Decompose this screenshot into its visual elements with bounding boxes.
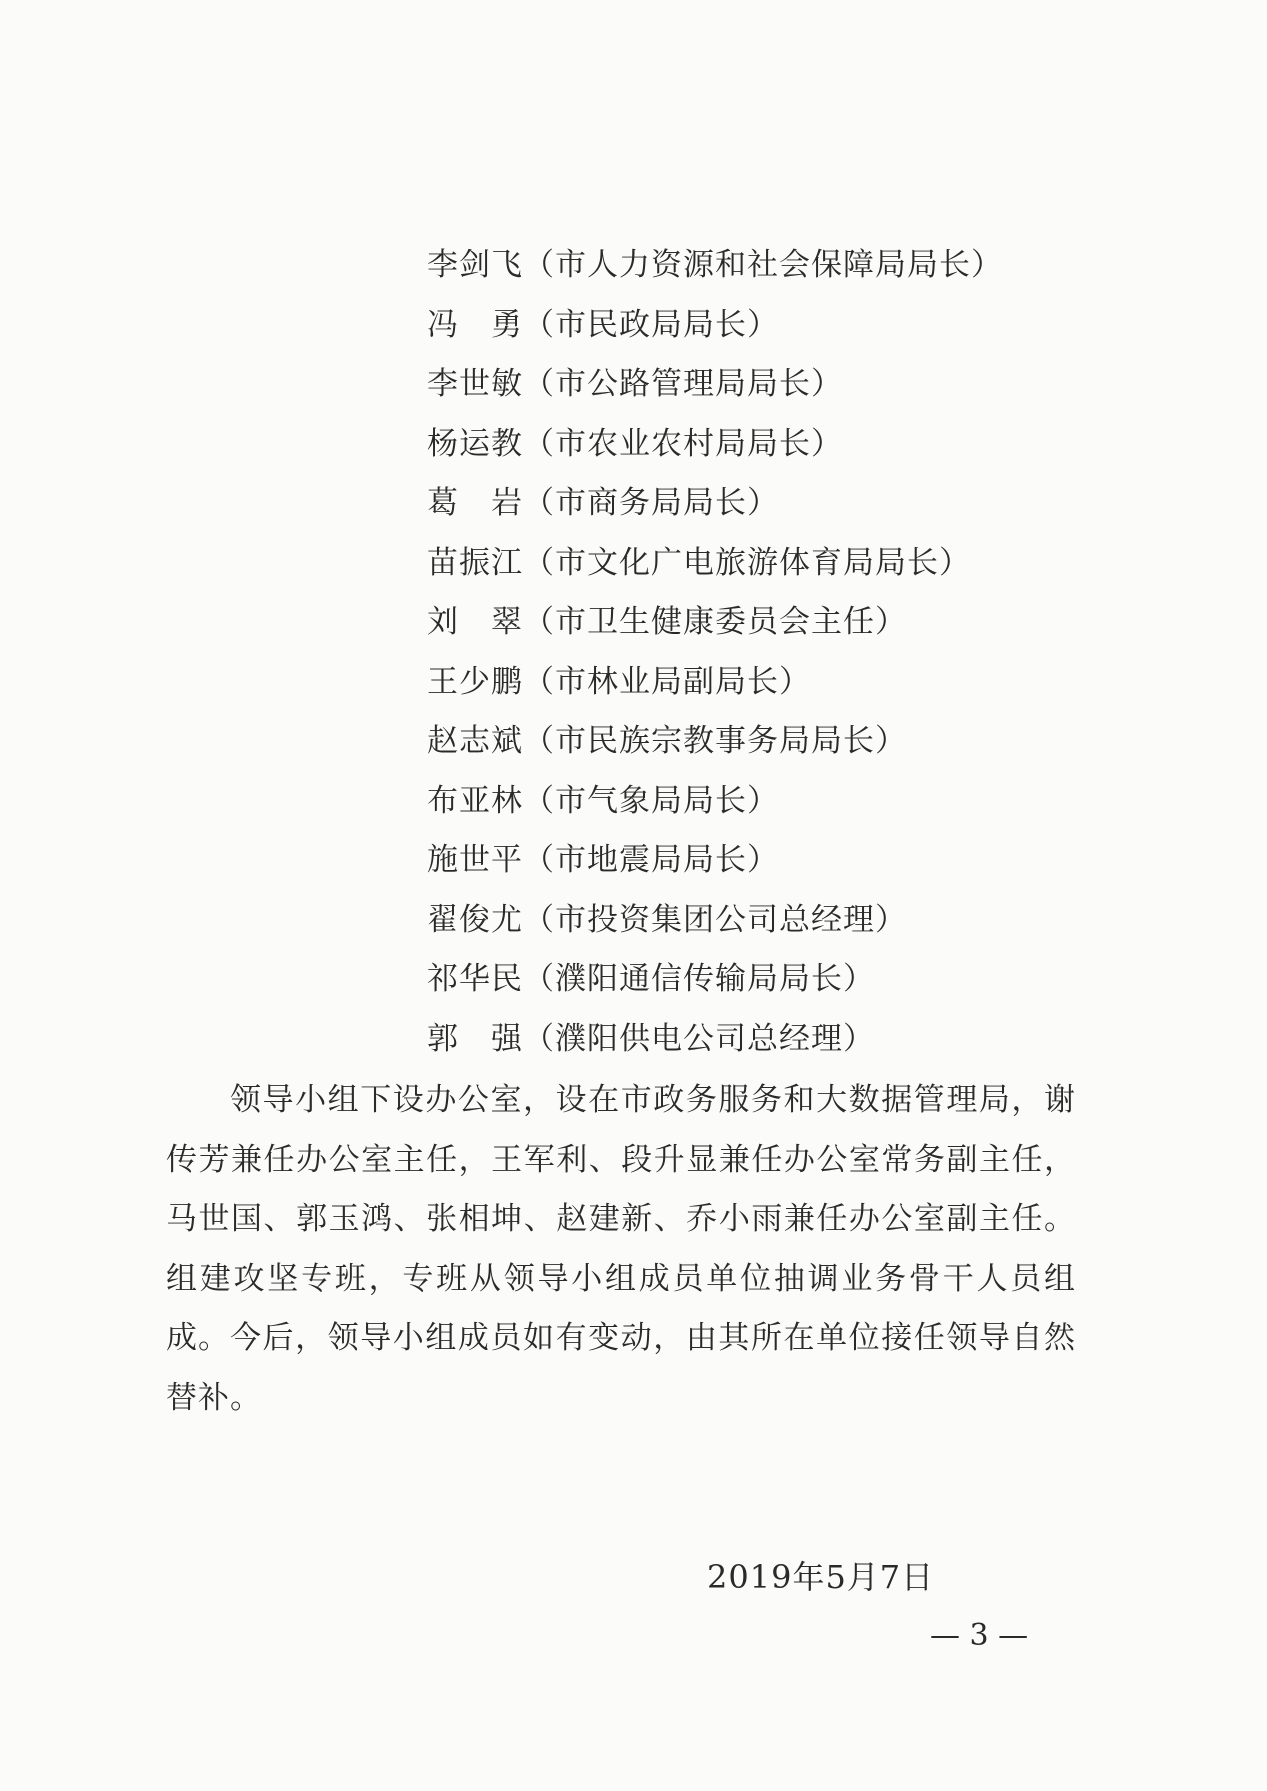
member-item xyxy=(427,891,1003,951)
member-item xyxy=(427,772,1003,832)
member-name: 郭 强 xyxy=(427,1020,523,1057)
member-name: 祁华民 xyxy=(427,961,523,997)
member-item xyxy=(427,1010,1003,1070)
member-name: 王少鹏 xyxy=(427,663,523,700)
member-name: 杨运教 xyxy=(427,425,523,462)
member-title: （市公路管理局局长） xyxy=(523,366,843,402)
member-title: （市地震局局长） xyxy=(523,842,779,878)
member-item xyxy=(427,415,1003,475)
member-name: 苗振江 xyxy=(427,544,523,581)
member-item xyxy=(427,712,1003,772)
member-name: 葛 岩 xyxy=(427,485,523,521)
member-name: 施世平 xyxy=(427,842,523,878)
page-number: — 3 — xyxy=(930,1618,1029,1653)
member-name: 李剑飞 xyxy=(427,247,523,283)
member-name: 刘 翠 xyxy=(427,604,523,640)
member-title: （市投资集团公司总经理） xyxy=(523,901,907,938)
member-item xyxy=(427,534,1003,594)
member-name: 李世敏 xyxy=(427,366,523,402)
member-item xyxy=(427,950,1003,1010)
member-title: （市民政局局长） xyxy=(523,306,779,343)
member-name: 冯 勇 xyxy=(427,306,523,343)
member-name: 布亚林 xyxy=(427,782,523,819)
member-item xyxy=(427,296,1003,356)
member-name: 赵志斌 xyxy=(427,723,523,759)
substitution-paragraph: 今后，领导小组成员如有变动，由其所在单位接任领导自然替补。 xyxy=(166,1320,1076,1416)
member-item xyxy=(427,355,1003,415)
member-title: （市文化广电旅游体育局局长） xyxy=(523,544,971,581)
member-item xyxy=(427,236,1003,296)
member-title: （市农业农村局局长） xyxy=(523,425,843,462)
member-list xyxy=(427,236,1003,1069)
member-title: （市林业局副局长） xyxy=(523,663,811,700)
member-title: （濮阳通信传输局局长） xyxy=(523,961,875,997)
member-title: （濮阳供电公司总经理） xyxy=(523,1020,875,1057)
member-item xyxy=(427,474,1003,534)
office-paragraph: 领导小组下设办公室，设在市政务服务和大数据管理局，谢传芳兼任办公室主任，王军利、段升显兼任办公室常务副主任，马世国、郭玉鸿、张相坤、赵建新、乔小雨兼任办公室副主任。组建攻坚专班，专班从领导小组成员单位抽调业务骨干人员组成。 xyxy=(166,1082,1076,1356)
member-title: （市商务局局长） xyxy=(523,485,779,521)
member-item xyxy=(427,653,1003,713)
member-item xyxy=(427,831,1003,891)
member-name: 翟俊尤 xyxy=(427,901,523,938)
document-date: 2019年5月7日 xyxy=(707,1558,935,1596)
member-title: （市民族宗教事务局局长） xyxy=(523,723,907,759)
member-title: （市人力资源和社会保障局局长） xyxy=(523,247,1003,283)
member-title: （市气象局局长） xyxy=(523,782,779,819)
member-title: （市卫生健康委员会主任） xyxy=(523,604,907,640)
member-item xyxy=(427,593,1003,653)
